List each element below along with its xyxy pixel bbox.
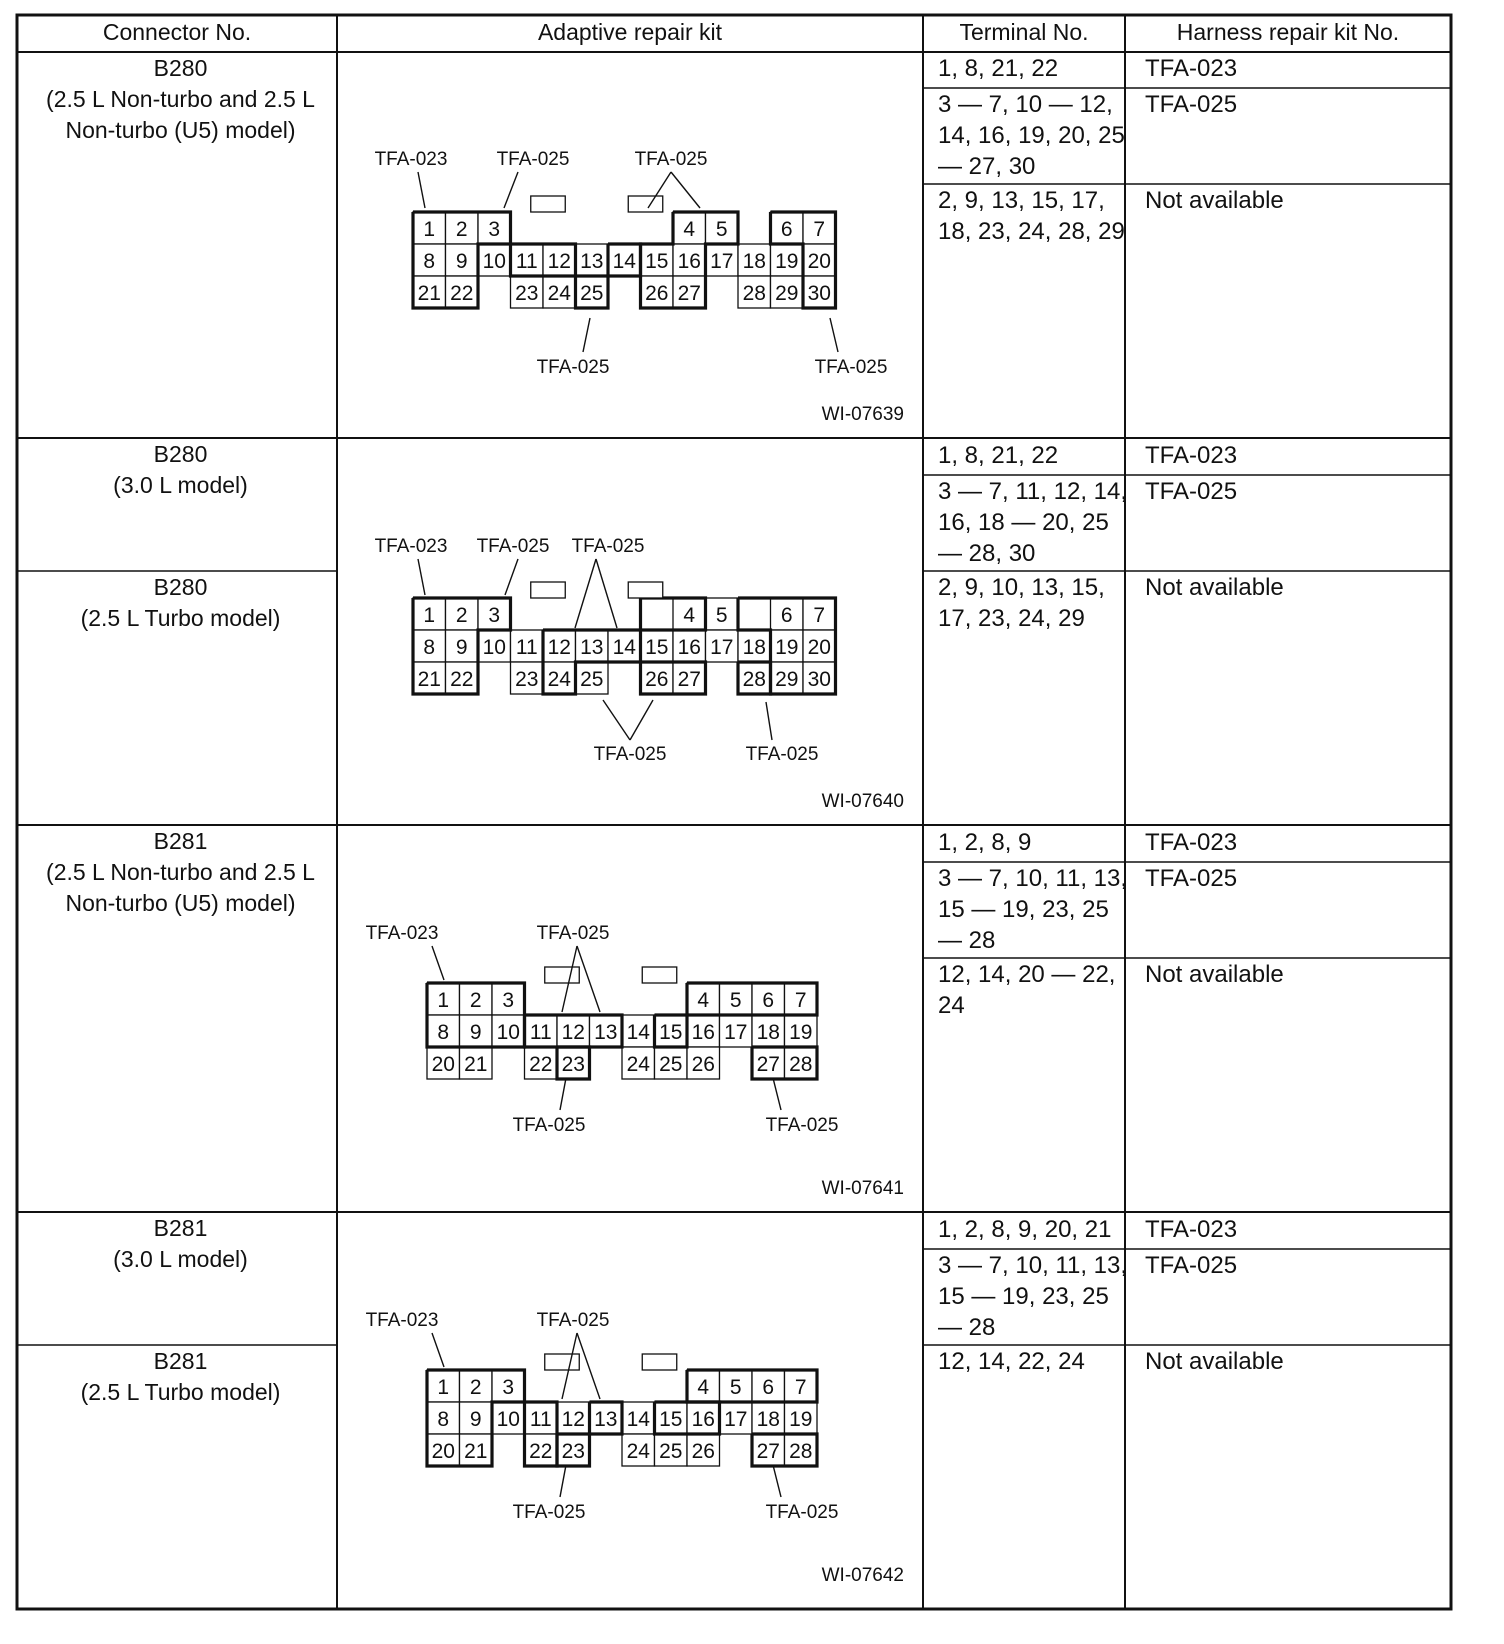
terminal-list: 1, 2, 8, 9, 20, 21	[938, 1216, 1112, 1243]
pin-number: 12	[561, 1021, 585, 1044]
callout-label: TFA-025	[593, 744, 667, 765]
pin-number: 28	[742, 282, 766, 305]
pin-number: 1	[437, 989, 450, 1012]
terminal-pin	[557, 1434, 590, 1466]
pin-number: 1	[437, 1376, 450, 1399]
pin-number: 7	[794, 989, 807, 1012]
pin-number: 21	[417, 282, 441, 305]
pin-number: 20	[807, 250, 831, 273]
pin-number: 4	[683, 218, 696, 241]
callout-label: TFA-025	[814, 357, 888, 378]
pin-number: 2	[469, 989, 482, 1012]
terminal-list: 2, 9, 13, 15, 17, 18, 23, 24, 28, 29	[938, 187, 1125, 245]
pin-number: 12	[547, 636, 571, 659]
pin-number: 25	[580, 668, 604, 691]
pin-number: 7	[813, 604, 826, 627]
pin-number: 30	[807, 282, 831, 305]
callout-label: TFA-025	[476, 536, 550, 557]
callout-leader	[773, 1465, 781, 1497]
kit-number: Not available	[1145, 187, 1284, 214]
terminal-pin	[460, 1370, 493, 1402]
pin-number: 5	[715, 218, 728, 241]
pin-number: 3	[488, 218, 501, 241]
kit-number: TFA-023	[1145, 442, 1238, 469]
terminal-pin	[590, 1402, 623, 1434]
pin-number: 10	[482, 250, 506, 273]
terminal-pin	[785, 1370, 818, 1402]
terminal-list: 1, 8, 21, 22	[938, 55, 1059, 82]
pin-number: 27	[756, 1440, 780, 1463]
pin-number: 4	[683, 604, 696, 627]
terminal-list: 3 — 7, 11, 12, 14, 16, 18 — 20, 25 — 28, 30	[938, 478, 1128, 567]
pin-number: 14	[612, 636, 636, 659]
terminal-pin	[655, 1402, 688, 1434]
terminal-pin	[720, 1370, 753, 1402]
header-connector: Connector No.	[102, 19, 252, 45]
callout-leader	[560, 1465, 566, 1497]
connector-id: B280	[153, 441, 208, 467]
pin-number: 2	[469, 1376, 482, 1399]
pin-number: 7	[813, 218, 826, 241]
terminal-pin	[720, 1402, 753, 1434]
pin-number: 5	[715, 604, 728, 627]
pin-number: 20	[807, 636, 831, 659]
terminal-pin	[622, 1402, 655, 1434]
terminal-pin	[557, 1402, 590, 1434]
kit-number: TFA-025	[1145, 91, 1238, 118]
terminal-pin	[752, 1402, 785, 1434]
pin-number: 15	[645, 636, 669, 659]
pin-number: 24	[547, 668, 571, 691]
terminal-pin	[525, 1402, 558, 1434]
callout-label: TFA-025	[496, 149, 570, 170]
pin-number: 23	[561, 1053, 585, 1076]
pin-number: 17	[710, 636, 734, 659]
pin-number: 1	[423, 218, 436, 241]
kit-number: TFA-025	[1145, 1252, 1238, 1279]
pin-number: 29	[775, 668, 799, 691]
pin-number: 22	[450, 282, 474, 305]
connector-id: B281	[153, 828, 208, 854]
pin-number: 7	[794, 1376, 807, 1399]
pin-number: 28	[789, 1440, 813, 1463]
terminal-list: 12, 14, 22, 24	[938, 1348, 1085, 1375]
callout-label: TFA-023	[365, 1310, 439, 1331]
callout-label: TFA-025	[512, 1502, 586, 1523]
pin-number: 18	[742, 250, 766, 273]
pin-number: 11	[529, 1021, 552, 1044]
pin-number: 25	[580, 282, 604, 305]
callout-label: TFA-025	[765, 1115, 839, 1136]
pin-number: 13	[580, 250, 604, 273]
pin-number: 19	[789, 1021, 813, 1044]
pin-number: 10	[482, 636, 506, 659]
pin-number: 19	[775, 250, 799, 273]
header-terminal: Terminal No.	[959, 19, 1089, 45]
terminal-pin	[752, 1370, 785, 1402]
connector-model: (2.5 L Turbo model)	[80, 605, 281, 631]
pin-number: 9	[469, 1408, 482, 1431]
pin-number: 12	[547, 250, 571, 273]
kit-number: Not available	[1145, 574, 1284, 601]
terminal-pin	[687, 1370, 720, 1402]
pin-number: 14	[612, 250, 636, 273]
terminal-pin	[752, 1434, 785, 1466]
pin-number: 18	[756, 1021, 780, 1044]
pin-number: 21	[464, 1053, 488, 1076]
pin-number: 9	[455, 250, 468, 273]
callout-label: TFA-025	[512, 1115, 586, 1136]
terminal-list: 3 — 7, 10, 11, 13, 15 — 19, 23, 25 — 28	[938, 1252, 1128, 1341]
latch-tab	[642, 1354, 677, 1370]
pin-number: 28	[742, 668, 766, 691]
pin-number: 13	[594, 1408, 618, 1431]
pin-number: 22	[529, 1053, 553, 1076]
pin-number: 3	[502, 1376, 515, 1399]
terminal-pin	[427, 1370, 460, 1402]
pin-number: 24	[626, 1440, 650, 1463]
pin-number: 22	[529, 1440, 553, 1463]
terminal-pin	[622, 1434, 655, 1466]
callout-label: TFA-023	[365, 923, 439, 944]
terminal-list: 1, 8, 21, 22	[938, 442, 1059, 469]
pin-number: 21	[417, 668, 441, 691]
terminal-pin	[460, 1402, 493, 1434]
header-harness-kit: Harness repair kit No.	[1176, 19, 1400, 45]
pin-number: 24	[626, 1053, 650, 1076]
pin-number: 21	[464, 1440, 488, 1463]
pin-number: 2	[455, 218, 468, 241]
connector-model: (2.5 L Turbo model)	[80, 1379, 281, 1405]
pin-number: 14	[626, 1021, 650, 1044]
kit-number: Not available	[1145, 1348, 1284, 1375]
pin-number: 4	[697, 1376, 710, 1399]
terminal-pin	[687, 1434, 720, 1466]
pin-number: 23	[515, 668, 539, 691]
pin-number: 6	[762, 989, 775, 1012]
terminal-list: 3 — 7, 10 — 12, 14, 16, 19, 20, 25 — 27, 30	[938, 91, 1125, 180]
pin-number: 13	[580, 636, 604, 659]
connector-id: B280	[153, 574, 208, 600]
pin-number: 8	[437, 1408, 450, 1431]
pin-number: 12	[561, 1408, 585, 1431]
pin-number: 16	[677, 636, 701, 659]
pin-number: 6	[780, 604, 793, 627]
callout-leader	[432, 1333, 444, 1367]
pin-number: 3	[502, 989, 515, 1012]
kit-number: Not available	[1145, 961, 1284, 988]
pin-number: 3	[488, 604, 501, 627]
pin-number: 1	[423, 604, 436, 627]
terminal-pin	[427, 1402, 460, 1434]
pin-number: 26	[645, 668, 669, 691]
pin-number: 9	[469, 1021, 482, 1044]
connector-model: (3.0 L model)	[113, 472, 248, 498]
pin-number: 5	[729, 1376, 742, 1399]
pin-number: 8	[423, 250, 436, 273]
pin-number: 15	[659, 1021, 683, 1044]
pin-number: 28	[789, 1053, 813, 1076]
pin-number: 16	[691, 1408, 715, 1431]
pin-number: 2	[455, 604, 468, 627]
pin-number: 23	[515, 282, 539, 305]
callout-leader	[577, 1333, 600, 1399]
pin-number: 10	[496, 1408, 520, 1431]
pin-number: 29	[775, 282, 799, 305]
pin-number: 16	[691, 1021, 715, 1044]
pin-number: 5	[729, 989, 742, 1012]
callout-label: TFA-025	[536, 357, 610, 378]
pin-number: 6	[780, 218, 793, 241]
figure-id: WI-07641	[821, 1178, 904, 1199]
pin-number: 15	[659, 1408, 683, 1431]
pin-number: 18	[742, 636, 766, 659]
pin-number: 20	[431, 1053, 455, 1076]
pin-number: 30	[807, 668, 831, 691]
kit-number: TFA-025	[1145, 478, 1238, 505]
pin-number: 9	[455, 636, 468, 659]
connector-id: B281	[153, 1348, 208, 1374]
pin-number: 17	[710, 250, 734, 273]
connector-model: (3.0 L model)	[113, 1246, 248, 1272]
kit-number: TFA-023	[1145, 829, 1238, 856]
terminal-list: 3 — 7, 10, 11, 13, 15 — 19, 23, 25 — 28	[938, 865, 1128, 954]
pin-number: 11	[529, 1408, 552, 1431]
pin-number: 26	[691, 1440, 715, 1463]
pin-number: 19	[775, 636, 799, 659]
pin-number: 25	[659, 1440, 683, 1463]
kit-number: TFA-023	[1145, 55, 1238, 82]
pin-number: 18	[756, 1408, 780, 1431]
terminal-list: 1, 2, 8, 9	[938, 829, 1032, 856]
terminal-list: 2, 9, 10, 13, 15, 17, 23, 24, 29	[938, 574, 1105, 632]
pin-number: 25	[659, 1053, 683, 1076]
figure-id: WI-07639	[821, 404, 904, 425]
callout-label: TFA-023	[374, 536, 448, 557]
pin-number: 26	[691, 1053, 715, 1076]
pin-number: 27	[677, 668, 701, 691]
terminal-pin	[525, 1434, 558, 1466]
pin-number: 17	[724, 1408, 748, 1431]
pin-number: 15	[645, 250, 669, 273]
callout-label: TFA-025	[765, 1502, 839, 1523]
pin-number: 11	[515, 636, 538, 659]
pin-number: 19	[789, 1408, 813, 1431]
pin-number: 10	[496, 1021, 520, 1044]
terminal-pin	[492, 1370, 525, 1402]
callout-label: TFA-025	[536, 1310, 610, 1331]
terminal-pin	[785, 1434, 818, 1466]
callout-label: TFA-025	[745, 744, 819, 765]
callout-label: TFA-023	[374, 149, 448, 170]
pin-number: 24	[547, 282, 571, 305]
kit-number: TFA-025	[1145, 865, 1238, 892]
latch-tab	[545, 1354, 580, 1370]
pin-number: 22	[450, 668, 474, 691]
terminal-pin	[687, 1402, 720, 1434]
figure-id: WI-07640	[821, 791, 904, 812]
connector-model: (2.5 L Non-turbo and 2.5 L Non-turbo (U5) model)	[46, 859, 315, 916]
callout-label: TFA-025	[571, 536, 645, 557]
pin-number: 4	[697, 989, 710, 1012]
connector-model: (2.5 L Non-turbo and 2.5 L Non-turbo (U5) model)	[46, 86, 315, 143]
kit-number: TFA-023	[1145, 1216, 1238, 1243]
connector-id: B280	[153, 55, 208, 81]
pin-number: 20	[431, 1440, 455, 1463]
terminal-pin	[427, 1434, 460, 1466]
pin-number: 17	[724, 1021, 748, 1044]
pin-number: 13	[594, 1021, 618, 1044]
terminal-pin	[785, 1402, 818, 1434]
pin-number: 6	[762, 1376, 775, 1399]
terminal-pin	[492, 1402, 525, 1434]
pin-number: 27	[756, 1053, 780, 1076]
callout-label: TFA-025	[536, 923, 610, 944]
callout-label: TFA-025	[634, 149, 708, 170]
header-adaptive-kit: Adaptive repair kit	[537, 19, 723, 45]
connector-id: B281	[153, 1215, 208, 1241]
pin-number: 16	[677, 250, 701, 273]
pin-number: 14	[626, 1408, 650, 1431]
pin-number: 23	[561, 1440, 585, 1463]
terminal-pin	[655, 1434, 688, 1466]
terminal-pin	[460, 1434, 493, 1466]
pin-number: 8	[423, 636, 436, 659]
pin-number: 8	[437, 1021, 450, 1044]
pin-number: 26	[645, 282, 669, 305]
terminal-list: 12, 14, 20 — 22, 24	[938, 961, 1116, 1019]
figure-id: WI-07642	[821, 1565, 904, 1586]
pin-number: 11	[515, 250, 538, 273]
pin-number: 27	[677, 282, 701, 305]
